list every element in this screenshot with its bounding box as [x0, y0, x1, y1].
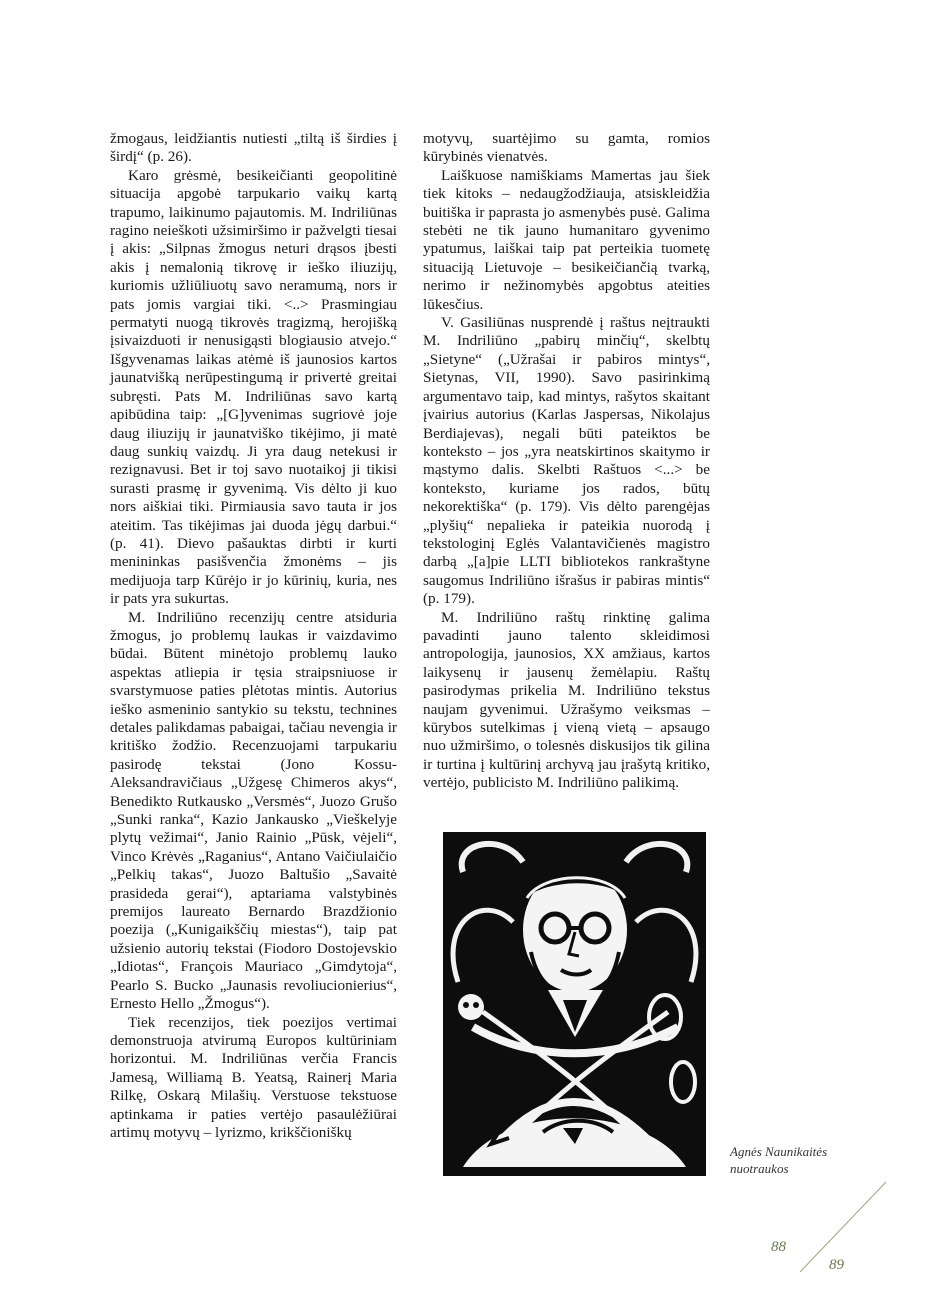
caption-line: nuotraukos — [730, 1161, 789, 1176]
page-number-right: 89 — [829, 1257, 844, 1273]
paragraph: V. Gasiliūnas nusprendė į raštus neįtraukti M. Indriliūno „pabirų minčių“, skelbtų „Sietyne“ („Užrašai ir pabiros mintys“, Sietynas, VII, 1990). Savo pasirinkimą argumentavo taip, kad mintys, rašytos skaitant įvairius autorius (Karlas Jaspersas, Nikolajus Berdiajevas), negali būti pateiktos be konteksto – jos „yra neatskirtinos skaitymo ir mąstymo dalis. Skelbti Raštuos <...> be konteksto, kuriame jos rados, būtų nekorektiška“ (p. 179). Vis dėlto parengėjas „plyšių“ nepalieka ir pateikia nuorodą į tekstologinį Eglės Valantavičienės magistro darbą „[a]pie LLTI bibliotekos rankraštyne saugomus Indriliūno išrašus ir pabiras mintis“ (p. 179). — [423, 314, 710, 608]
woodcut-portrait-illustration — [443, 832, 706, 1176]
woodcut-portrait-image — [443, 832, 706, 1176]
page-number-left: 88 — [771, 1239, 786, 1255]
paragraph: M. Indriliūno recenzijų centre atsiduria žmogus, jo problemų laukas ir vaizdavimo būdai. Būtent minėtojo problemų lauko aspektas atliepia ir tęsia straipsniuose ir svarstymuose paties plėtotas mintis. Autorius ieško asmeninio santykio su tekstu, technines detales palikdamas pabaigai, tačiau nevengia ir kritiško žodžio. Recenzuojami tarpukariu pasirodę tekstai (Jono Kossu-Aleksandravičiaus „Užgesę Chimeros akys“, Benedikto Rutkausko „Versmės“, Juozo Grušo „Sunki ranka“, Kazio Jankausko „Vieškelyje plytų vežimai“, Janio Rainio „Pūsk, vėjeli“, Vinco Krėvės „Raganius“, Antano Vaičiulaičio „Pelkių takas“, Juozo Baltušio „Savaitė prasideda gerai“), aptariama valstybinės premijos laureato Bernardo Brazdžionio poezija („Kunigaikščių miestas“), taip pat užsienio autorių tekstai (Fiodoro Dostojevskio „Idiotas“, François Mauriaco „Gimdytoja“, Pearlo S. Bucko „Jaunasis revoliucionierius“, Ernesto Hello „Žmogus“). — [110, 608, 397, 1013]
paragraph: Laiškuose namiškiams Mamertas jau šiek tiek kitoks – nedaugžodžiauja, atsiskleidžia buitiška ir paprasta jo asmenybės pusė. Galima stebėti ne tik jauno humanitaro gyvenimo ypatumus, laiškai taip pat perteikia tuometę situaciją Lietuvoje – besikeičiančią tvarką, nerimo ir nežinomybės apgobtus ateities lūkesčius. — [423, 166, 710, 313]
paragraph: žmogaus, leidžiantis nutiesti „tiltą iš širdies į širdį“ (p. 26). — [110, 130, 397, 166]
paragraph: motyvų, suartėjimo su gamta, romios kūrybinės vienatvės. — [423, 130, 710, 166]
paragraph: Tiek recenzijos, tiek poezijos vertimai demonstruoja atvirumą Europos kultūriniam horizontui. M. Indriliūnas verčia Francis Jamesą, Williamą B. Yeatsą, Rainerį Maria Rilkę, Oskarą Milašių. Verstuose tekstuose aptinkama ir paties vertėjo pasaulėžiūrai artimų motyvų – lyrizmo, krikščioniškų — [110, 1013, 397, 1141]
paragraph: Karo grėsmė, besikeičianti geopolitinė situacija apgobė tarpukario vaikų kartą trapumo, laikinumo pajautomis. M. Indriliūnas ragino neieškoti užsimiršimo ir pažvelgti tiesai į akis: „Silpnas žmogus neturi drąsos įbesti akis į nemalonią tikrovę ir ieško iliuzijų, kuriomis užliūliuotų savo neramumą, nors ir pats jomis vargiai tiki. <..> Prasmingiau permatyti nuogą tikrovės tragizmą, herojišką įsivaizduoti ir nenusigąsti blogiausio atvejo.“ Išgyvenamas laikas atėmė iš jaunosios kartos jaunatvišką nerūpestingumą ir privertė greitai subręsti. Pats M. Indriliūnas savo kartą apibūdina taip: „[G]yvenimas sugriovė joje daug iliuzijų ir jaunatviško tikėjimo, ji matė daug sunkių vaizdų. Ji yra daug netekusi ir rezignavusi. Bet ir toj savo nuotaikoj ji tikisi surasti prasmę ir gyvenimą. Vis dėlto ji kuo nors aiškiai tiki. Pirmiausia savo tauta ir jos ateitim. Tas tikėjimas jai duoda jėgų darbui.“ (p. 41). Dievo pašauktas dirbti ir kurti menininkas pasišvenčia žmonėms – jis medijuoja tarp Kūrėjo ir jo kūrinių, kuria, nes ir pats yra sukurtas. — [110, 166, 397, 608]
paragraph: M. Indriliūno raštų rinktinę galima pavadinti jauno talento skleidimosi antropologija, jaunosios, XX amžiaus, kartos laikysenų ir jausenų žemėlapiu. Raštų pasirodymas prikelia M. Indriliūno tekstus naujam gyvenimui. Užrašymo veiksmas – kūrybos sutelkimas į vieną vietą – apsaugo nuo užmiršimo, o tolesnės diskusijos tik gilina ir turtina į kultūrinį archyvą jau įrašytą kritiko, vertėjo, publicisto M. Indriliūno palikimą. — [423, 608, 710, 792]
text-column-left — [110, 130, 397, 1142]
figure-caption — [730, 1143, 880, 1177]
text-column-right — [423, 130, 710, 793]
caption-line: Agnės Naunikaitės — [730, 1144, 828, 1159]
